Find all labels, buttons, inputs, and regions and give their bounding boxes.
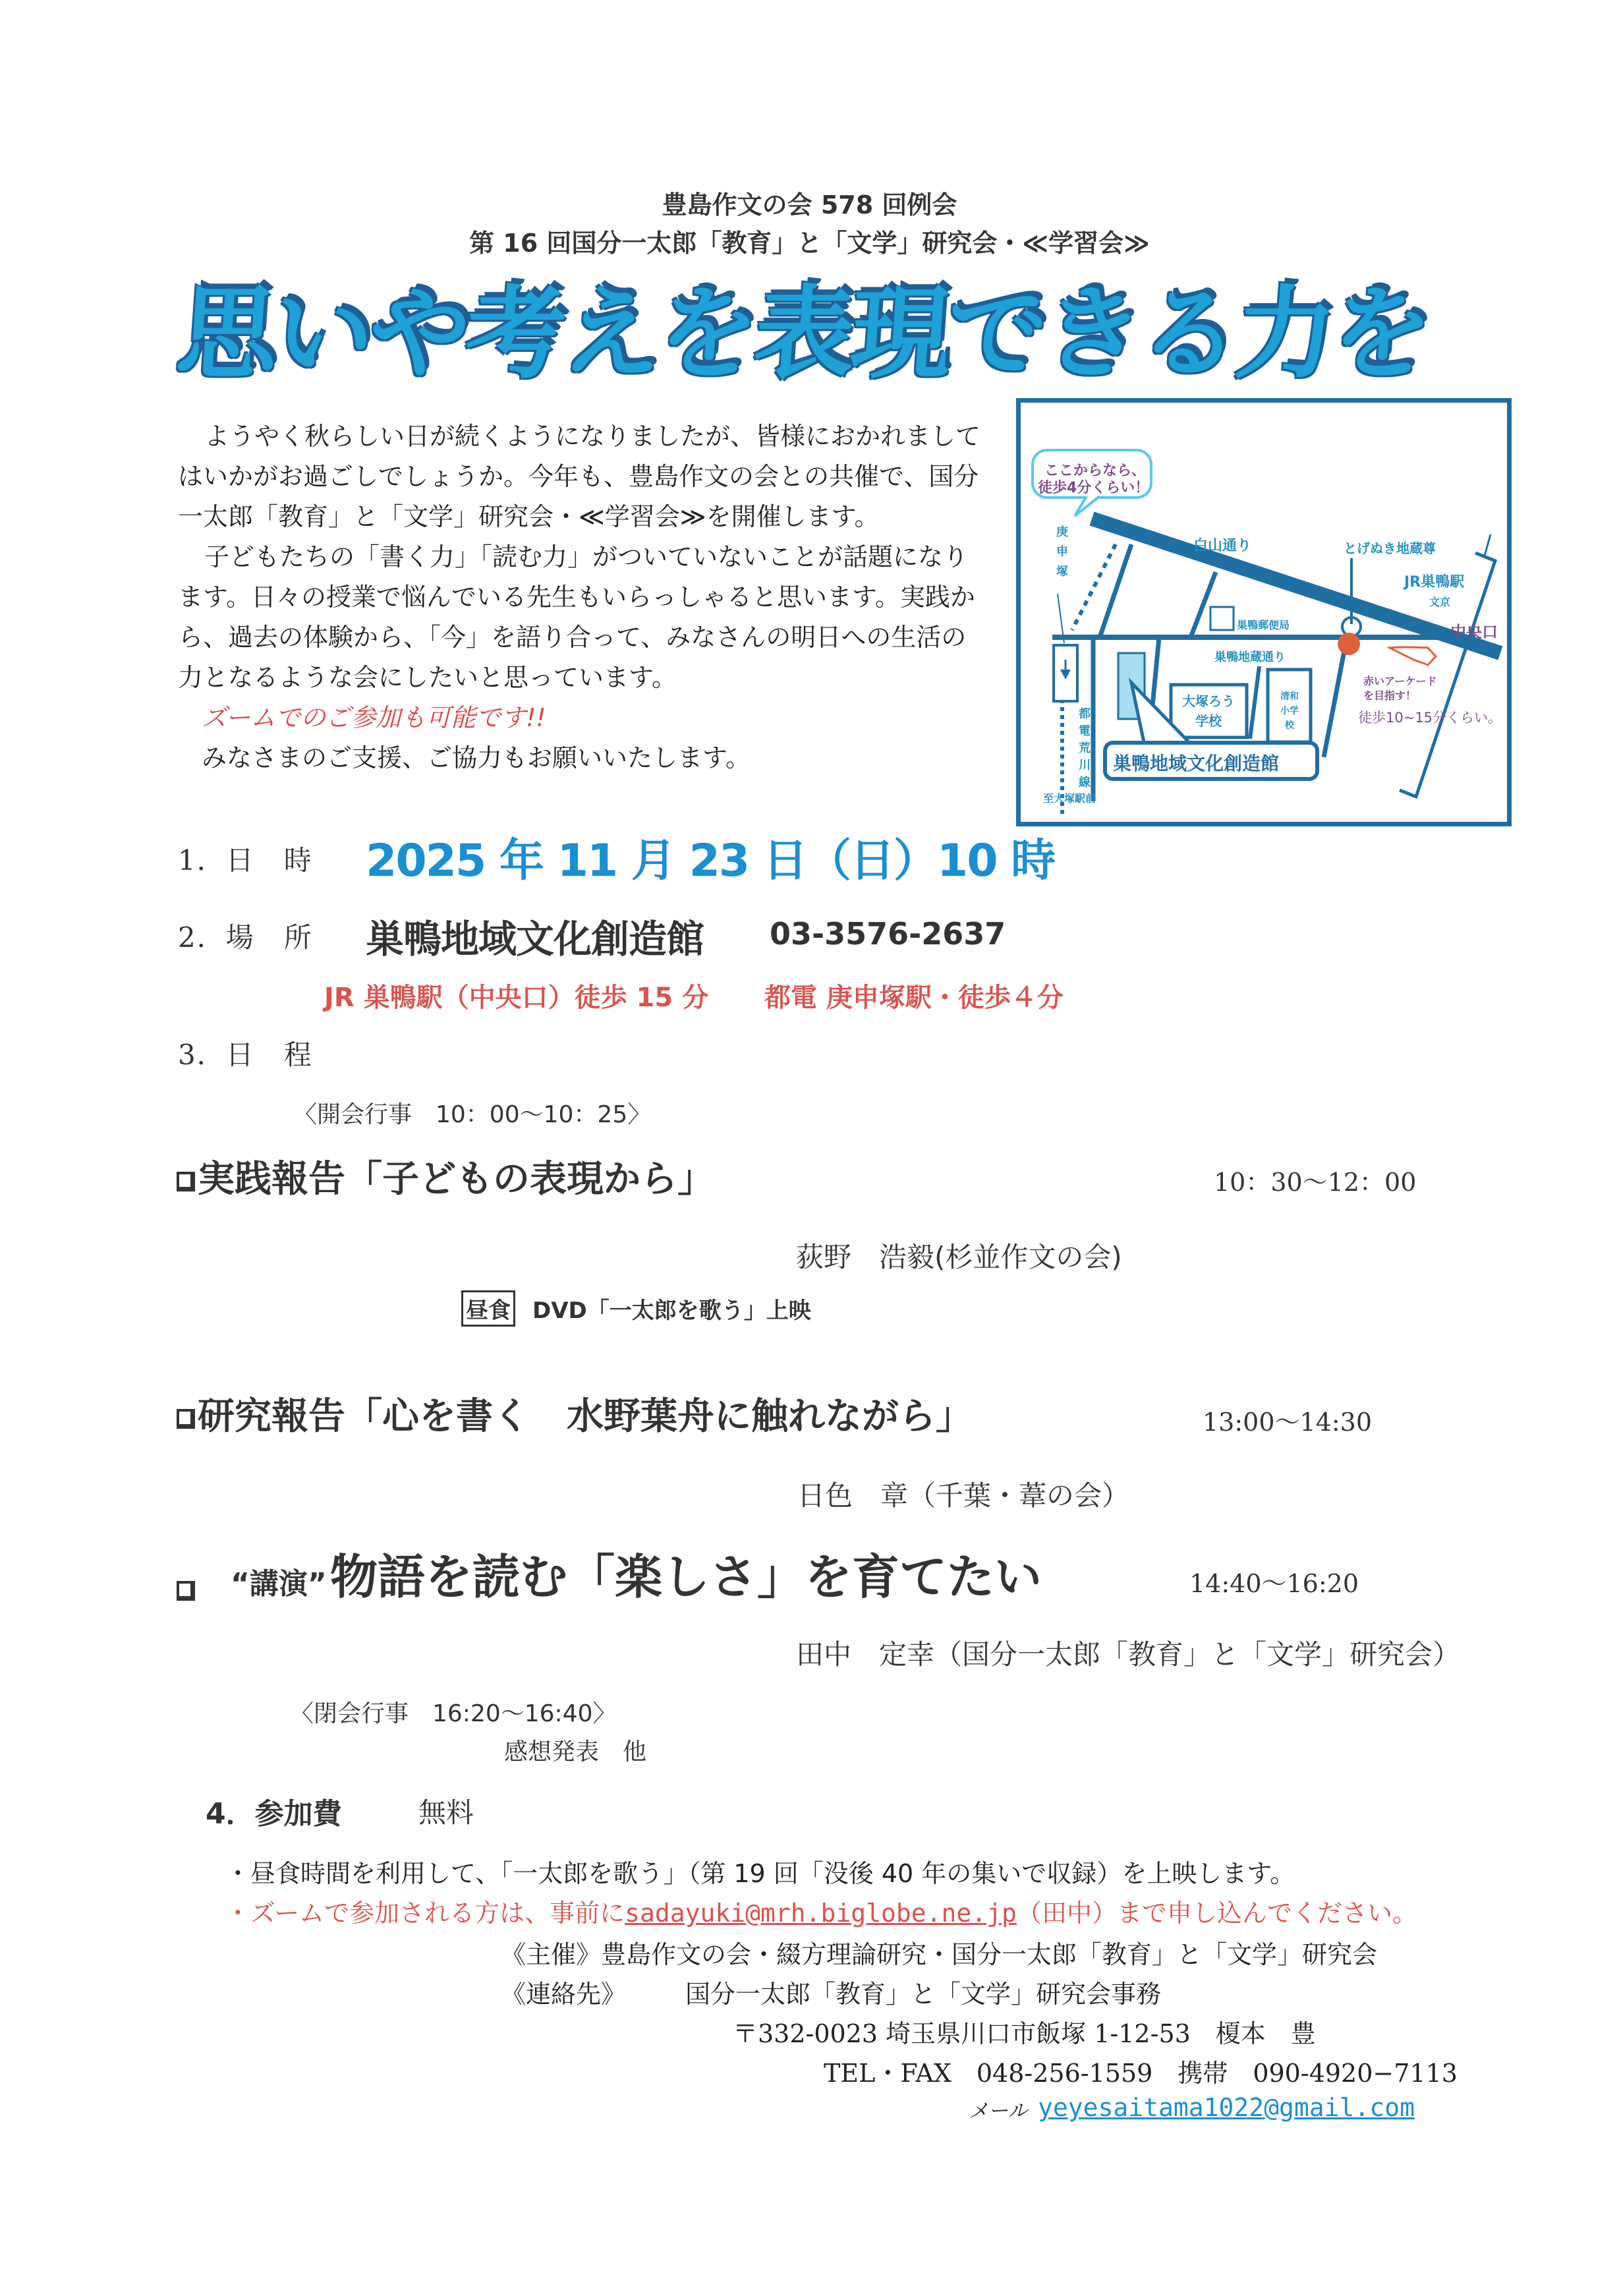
map-label-char: 都 <box>1079 707 1091 721</box>
checkbox-icon <box>177 1409 195 1429</box>
fee-value: 無料 <box>418 1796 474 1829</box>
map-jr-sugamo-label: JR巣鴨駅 <box>1404 574 1465 590</box>
venue-name: 巣鴨地域文化創造館 <box>366 917 704 961</box>
lecture-tag: “講演” <box>231 1567 327 1601</box>
checkbox-icon <box>177 1581 195 1601</box>
venue-label: 2．場 所 <box>178 921 313 954</box>
map-koshinzuka-label <box>1056 523 1069 582</box>
map-otsuka-station-label: 至大塚駅前 <box>1043 792 1096 805</box>
access-map <box>1016 398 1512 826</box>
map-hakusan-dori-label: 白山通り <box>1193 538 1252 554</box>
schedule-item-title: 実践報告「子どもの表現から」 <box>198 1158 714 1201</box>
study-group-line: 第 16 回国分一太郎「教育」と「文学」研究会・≪学習会≫ <box>469 229 1150 258</box>
zoom-note-prefix: ・ズームで参加される方は、事前に <box>225 1899 625 1928</box>
zoom-application-note <box>225 1893 1417 1929</box>
lunch-label: 昼食 <box>461 1290 515 1327</box>
map-post-office-label: 巣鴨郵便局 <box>1237 619 1290 631</box>
access-jr: JR 巣鴨駅（中央口）徒歩 15 分 <box>324 983 709 1013</box>
map-arcade-note <box>1363 674 1456 703</box>
tanaka-email-link[interactable]: sadayuki@mrh.biglobe.ne.jp <box>625 1899 1017 1928</box>
contact-email-link[interactable]: yeyesaitama1022@gmail.com <box>1038 2093 1415 2122</box>
postal-address: 〒332-0023 埼玉県川口市飯塚 1-12-53 榎本 豊 <box>733 2019 1316 2048</box>
map-label-text: 小学 <box>1280 706 1299 716</box>
schedule-item-presenter: 荻野 浩毅(杉並作文の会) <box>796 1241 1122 1273</box>
phone-fax: TEL・FAX 048-256-1559 携帯 090-4920−7113 <box>824 2059 1458 2088</box>
checkbox-icon <box>177 1172 195 1191</box>
datetime-label: 1．日 時 <box>178 844 313 876</box>
map-label-char: 線 <box>1079 776 1091 789</box>
schedule-label: 3．日 程 <box>178 1039 313 1071</box>
schedule-item-time: 10：30〜12：00 <box>1214 1168 1417 1197</box>
map-venue-label: 巣鴨地域文化創造館 <box>1113 753 1280 774</box>
map-label-text: 大塚ろう <box>1182 693 1235 709</box>
access-toden: 都電 庚申塚駅・徒歩４分 <box>764 983 1064 1013</box>
schedule-item-title: 物語を読む「楽しさ」を育てたい <box>329 1549 1042 1605</box>
intro-paragraph-2: 子どもたちの「書く力」「読む力」がついていないことが話題になります。日々の授業で悩んでいる先生もいらっしゃると思います。実践から、過去の体験から、「今」を語り合って、みなさんの明日への生活の力となるような会にしたいと思っています。 <box>178 542 975 692</box>
zoom-note-suffix: （田中）まで申し込んでください。 <box>1016 1899 1417 1928</box>
contact-label: 《連絡先》 <box>501 1980 627 2009</box>
schedule-item-presenter: 日色 章（千葉・葦の会） <box>797 1479 1130 1512</box>
map-label-text: を目指す！ <box>1363 689 1417 702</box>
closing-ceremony: 〈閉会行事 16:20〜16:40〉 <box>290 1700 617 1727</box>
map-bubble-line2: 徒歩4分くらい！ <box>1038 480 1150 496</box>
opening-ceremony: 〈開会行事 10：00〜10：25〉 <box>293 1101 652 1128</box>
support-request: みなさまのご支援、ご協力もお願いいたします。 <box>202 743 751 772</box>
schedule-item-research-report <box>177 1387 973 1440</box>
schedule-item-time: 13:00〜14:30 <box>1203 1408 1373 1437</box>
map-label-char: 申 <box>1056 545 1068 559</box>
map-label-text: 学校 <box>1195 713 1222 729</box>
organization-meeting-line: 豊島作文の会 578 回例会 <box>662 190 957 219</box>
email-label: メール <box>969 2100 1028 2123</box>
intro-text <box>178 416 988 778</box>
intro-paragraph-1: ようやく秋らしい日が続くようになりましたが、皆様におかれましてはいかがお過ごしでしょうか。今年も、豊島作文の会との共催で、国分一太郎「教育」と「文学」研究会・≪学習会≫を開催します。 <box>178 422 981 531</box>
map-label-text: 校 <box>1285 720 1294 731</box>
map-label-text: 清和 <box>1280 691 1299 702</box>
schedule-item-time: 14:40〜16:20 <box>1189 1569 1359 1598</box>
map-bunkyo-label: 文京 <box>1429 596 1451 608</box>
dvd-screening-note: ・昼食時間を利用して、「一太郎を歌う」（第 19 回「没後 40 年の集いで収録）を上映します。 <box>225 1859 1295 1888</box>
map-label-char: 庚 <box>1056 525 1068 539</box>
fee-label: 4．参加費 <box>206 1797 342 1831</box>
map-label-char: 川 <box>1079 759 1091 772</box>
closing-detail: 感想発表 他 <box>504 1738 647 1765</box>
organizer-line: 《主催》豊島作文の会・綴方理論研究・国分一太郎「教育」と「文学」研究会 <box>501 1940 1378 1969</box>
venue-phone: 03-3576-2637 <box>770 916 1006 952</box>
schedule-item-title: 研究報告「心を書く 水野葉舟に触れながら」 <box>198 1395 973 1438</box>
map-label-char: 電 <box>1079 724 1091 738</box>
event-datetime: 2025 年 11 月 23 日（日）10 時 <box>366 835 1055 887</box>
map-arakawa-line-label <box>1079 706 1092 791</box>
map-label-text: 赤いアーケード <box>1363 675 1437 687</box>
schedule-item-presenter: 田中 定幸（国分一太郎「教育」と「文学」研究会） <box>796 1638 1461 1671</box>
map-label-char: 塚 <box>1056 565 1068 579</box>
map-jizo-dori-label: 巣鴨地蔵通り <box>1214 650 1286 664</box>
map-togenuki-label: とげぬき地蔵尊 <box>1344 540 1436 556</box>
map-seiwa-school-label <box>1278 689 1301 733</box>
schedule-item-practice-report <box>177 1150 714 1203</box>
lunch-text: DVD「一太郎を歌う」上映 <box>532 1298 811 1324</box>
lunch-dvd-screening <box>461 1290 811 1327</box>
map-otsuka-school-label <box>1179 691 1238 731</box>
map-bubble-line1: ここからなら、 <box>1044 463 1147 479</box>
main-title: 思いや考えを表現できる力を <box>173 275 1433 392</box>
zoom-participation-note: ズームでのご参加も可能です!! <box>202 703 546 732</box>
map-label-char: 荒 <box>1079 741 1091 755</box>
map-chuo-guchi-label: 中央口 <box>1450 623 1498 641</box>
schedule-item-lecture <box>177 1539 1042 1607</box>
map-walk-note: 徒歩10~15分くらい。 <box>1358 710 1502 726</box>
contact-value: 国分一太郎「教育」と「文学」研究会事務 <box>685 1980 1162 2009</box>
